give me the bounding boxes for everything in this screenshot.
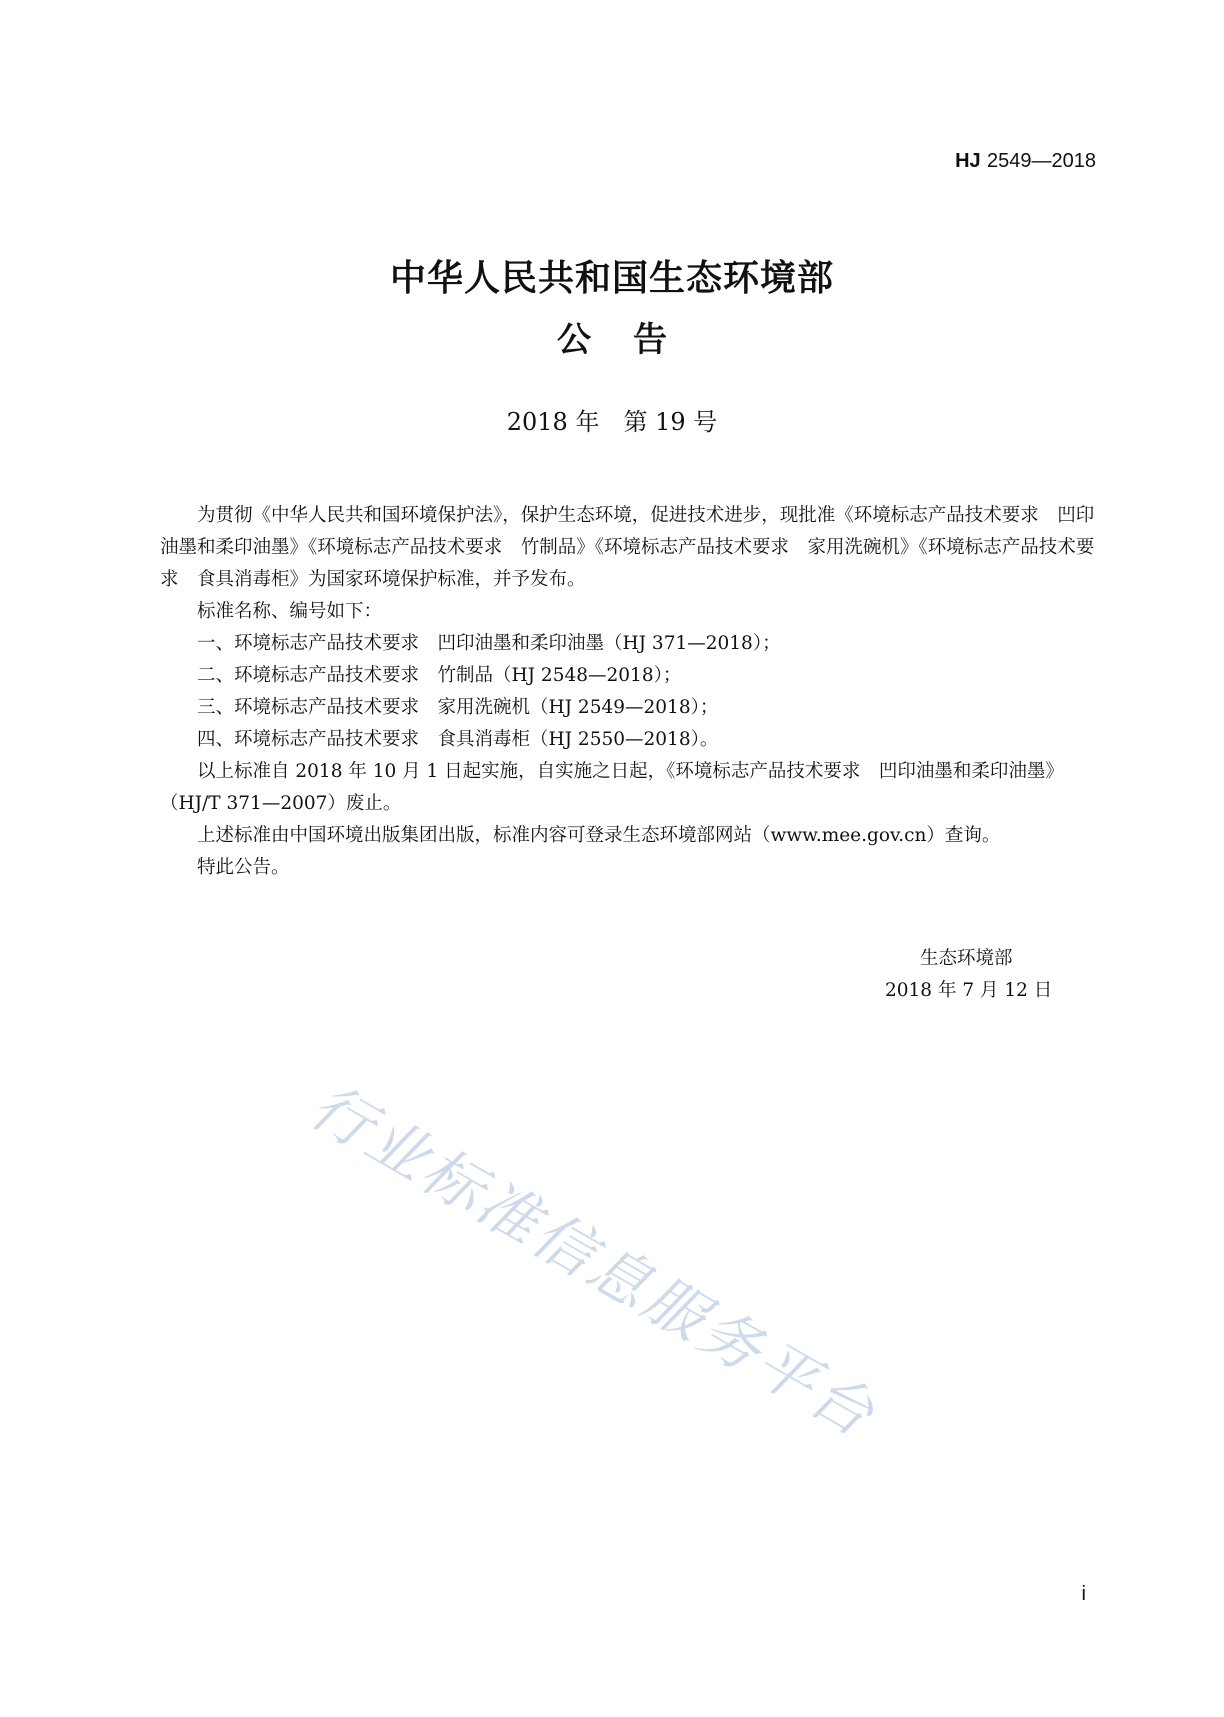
standard-prefix: HJ (955, 150, 981, 172)
paragraph: 标准名称、编号如下： (197, 601, 383, 622)
issue-number: 2018 年 第 19 号 (506, 408, 718, 436)
standard-number: 2549—2018 (987, 150, 1096, 172)
list-item: 三、环境标志产品技术要求 家用洗碗机（HJ 2549—2018）； (197, 697, 719, 718)
signoff-date: 2018 年 7 月 12 日 (885, 980, 1053, 1001)
page-number: i (1081, 1583, 1086, 1605)
paragraph: 以上标准自 2018 年 10 月 1 日起实施，自实施之日起，《环境标志产品技术要求 凹印油墨和柔印油墨》（HJ/T 371—2007）废止。 (160, 761, 1064, 814)
list-item: 二、环境标志产品技术要求 竹制品（HJ 2548—2018）； (197, 665, 682, 686)
announcement-body (160, 500, 1102, 884)
paragraph: 为贯彻《中华人民共和国环境保护法》，保护生态环境，促进技术进步，现批准《环境标志产品技术要求 凹印油墨和柔印油墨》《环境标志产品技术要求 竹制品》《环境标志产品技术要求 家用洗碗机》《环境标志产品技术要求 食具消毒柜》为国家环境保护标准，并予发布。 (160, 505, 1095, 590)
page-title: 中华人民共和国生态环境部 (389, 258, 834, 299)
watermark: 行业标准信息服务平台 (298, 1071, 888, 1452)
list-item: 四、环境标志产品技术要求 食具消毒柜（HJ 2550—2018）。 (197, 729, 719, 750)
page-subtitle: 公告 (557, 320, 709, 360)
standard-code (955, 148, 1096, 173)
signoff-org: 生态环境部 (920, 948, 1013, 969)
list-item: 一、环境标志产品技术要求 凹印油墨和柔印油墨（HJ 371—2018）； (197, 633, 781, 654)
paragraph: 上述标准由中国环境出版集团出版，标准内容可登录生态环境部网站（www.mee.gov.cn）查询。 (197, 825, 1001, 846)
paragraph: 特此公告。 (197, 857, 290, 878)
